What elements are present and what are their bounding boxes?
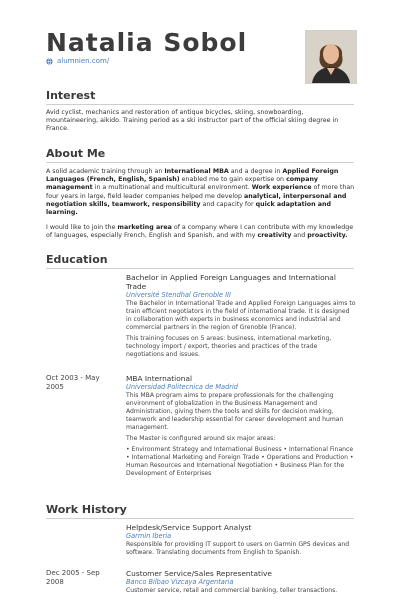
section-title-work: Work History (46, 503, 127, 516)
profile-link-text[interactable]: alumnien.com/ (57, 57, 110, 65)
emphasis-text: creativity (257, 232, 292, 240)
entry-title: MBA International (126, 374, 193, 383)
interest-text: Avid cyclist, mechanics and restoration of antique bicycles, skiing, snowboarding, mountaineering, aikido. Training period as a ski instructor part of the official skiing degree in France. (46, 109, 339, 133)
education-entry (126, 273, 356, 359)
emphasis-text: company management (46, 176, 319, 192)
emphasis-text: analytical, interpersonal and negotiation skills, teamwork, responsibility (46, 192, 347, 208)
emphasis-text: quick adaptation and learning. (46, 200, 332, 217)
entry-organization[interactable]: Garmin Iberia (126, 532, 172, 540)
education-date: Oct 2003 - May 2005 (46, 374, 100, 391)
emphasis-text: Applied Foreign Languages (French, English, Spanish) (46, 168, 339, 184)
paragraph-text: and (291, 232, 308, 240)
section-divider (46, 268, 354, 269)
emphasis-text: Work experience (251, 184, 312, 192)
entry-organization[interactable]: Universidad Politecnica de Madrid (126, 383, 238, 391)
entry-description: Responsible for providing IT support to users on Garmin GPS devices and software. Translating documents from English to Spanish. (126, 541, 350, 556)
section-title-interest: Interest (46, 89, 96, 102)
about-paragraph-1 (46, 168, 356, 217)
section-title-about: About Me (46, 147, 106, 160)
paragraph-text: I would like to join the (46, 224, 118, 231)
entry-organization[interactable]: Université Stendhal Grenoble III (126, 291, 231, 299)
emphasis-text: marketing area (117, 224, 172, 231)
globe-icon (46, 58, 53, 65)
entry-description: This training focuses on 5 areas: business, international marketing, technology import / export, theories and practices of the trade negotiations and issues. (126, 335, 332, 358)
entry-description: Customer service, retail and commercial banking, teller transactions. (126, 587, 338, 594)
work-entry (126, 523, 356, 557)
section-divider (46, 162, 354, 163)
paragraph-text: and a degree in (228, 168, 283, 175)
work-date: Dec 2005 - Sep 2008 (46, 569, 100, 586)
resume-name: Natalia Sobol (46, 28, 248, 57)
entry-title: Bachelor in Applied Foreign Languages and International Trade (126, 273, 336, 291)
entry-description: The Bachelor in International Trade and Applied Foreign Languages aims to train efficient negotiators in the field of international trade. It is designed in collaboration with experts in business economics and industrial and commercial partners in the region of Grenoble (France). (126, 300, 356, 331)
emphasis-text: proactivity. (307, 232, 348, 240)
paragraph-text: in a multinational and multicultural environment. (92, 184, 252, 192)
education-entry (126, 374, 356, 478)
section-divider (46, 518, 354, 519)
about-paragraph-2 (46, 224, 356, 240)
entry-organization[interactable]: Banco Bilbao Vizcaya Argentaria (126, 578, 234, 586)
section-title-education: Education (46, 253, 108, 266)
entry-description: This MBA program aims to prepare professionals for the challenging environment of globalization in the Business Management and Administration, giving them the tools and skills for decision making, teamwork and leadership essential for career development and human management. (126, 392, 344, 431)
profile-photo (305, 30, 357, 84)
emphasis-text: International MBA (164, 168, 229, 175)
entry-description: The Master is configured around six major areas: (126, 435, 276, 442)
paragraph-text: of more than four years in large, field leader companies helped me develop (46, 184, 355, 200)
paragraph-text: A solid academic training through an (46, 168, 165, 175)
entry-title: Helpdesk/Service Support Analyst (126, 523, 252, 532)
entry-title: Customer Service/Sales Representative (126, 569, 272, 578)
section-divider (46, 104, 354, 105)
work-entry (126, 569, 356, 595)
entry-description: • Environment Strategy and International Business • International Finance • International Marketing and Foreign Trade • Operations and Production • Human Resources and International Negotiation • Business Plan for the Development of Enterprises (126, 446, 354, 477)
paragraph-text: of a company where I can contribute with my knowledge of languages, especially French, English and Spanish, and with my (46, 224, 354, 240)
paragraph-text: enabled me to gain expertise on (179, 176, 287, 184)
profile-link[interactable] (46, 57, 109, 65)
paragraph-text: and capacity for (200, 200, 256, 208)
